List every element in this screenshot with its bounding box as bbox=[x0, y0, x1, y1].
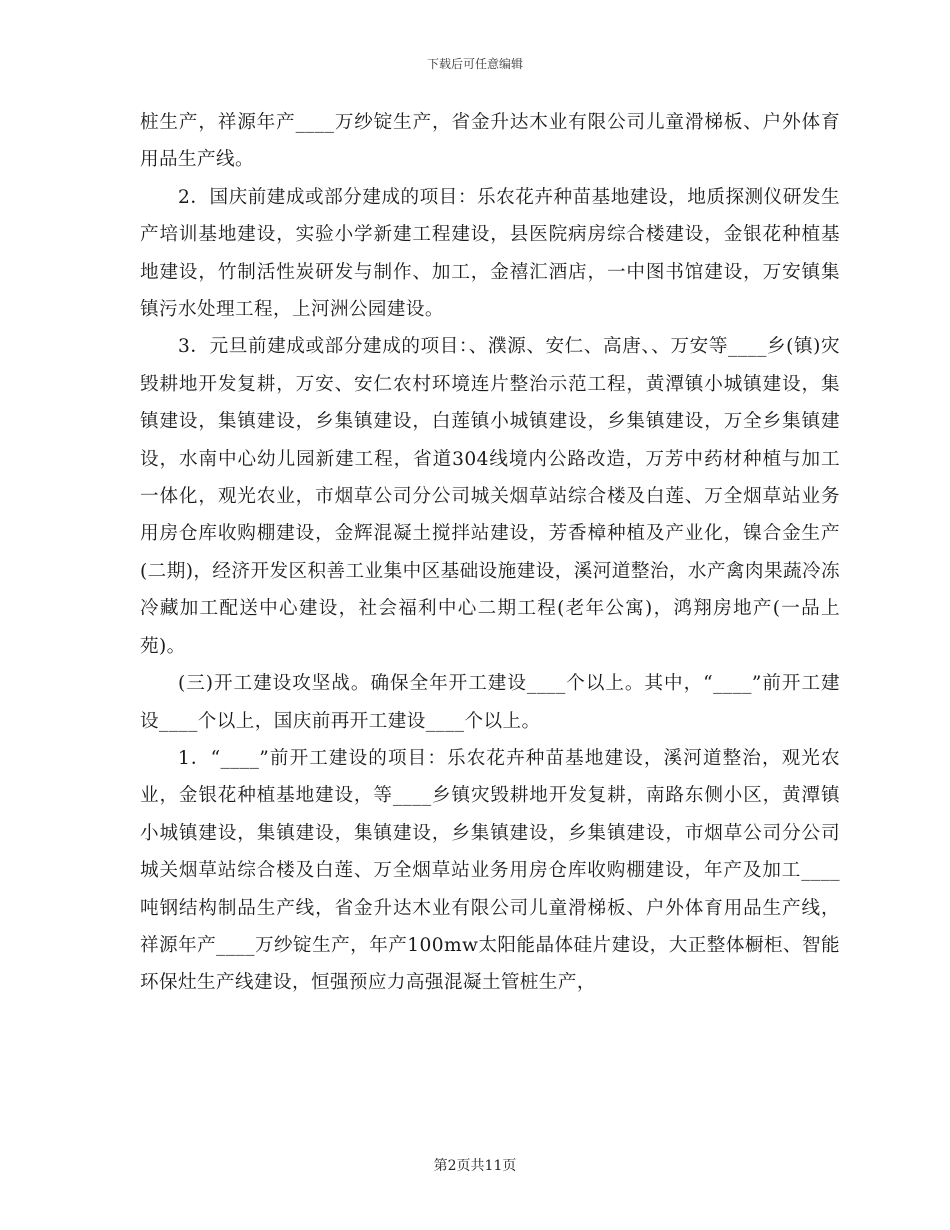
paragraph-5: 1．“____”前开工建设的项目：乐农花卉种苗基地建设，溪河道整治，观光农业，金银花种植基地建设，等____乡镇灾毁耕地开发复耕，南路东侧小区，黄潭镇小城镇建设，集镇建设，集镇建设，乡集镇建设，乡集镇建设，市烟草公司分公司城关烟草站综合楼及白莲、万全烟草站业务用房仓库收购棚建设，年产及加工____吨钢结构制品生产线，省金升达木业有限公司儿童滑梯板、户外体育用品生产线，祥源年产____万纱锭生产，年产100mw太阳能晶体硅片建设，大正整体橱柜、智能环保灶生产线建设，恒强预应力高强混凝土管桩生产， bbox=[140, 747, 840, 994]
document-body bbox=[140, 104, 840, 1002]
paragraph-3: 3．元旦前建成或部分建成的项目：、濮源、安仁、高唐、、万安等____乡(镇)灾毁耕地开发复耕，万安、安仁农村环境连片整治示范工程，黄潭镇小城镇建设，集镇建设，集镇建设，乡集镇建设，白莲镇小城镇建设，乡集镇建设，万全乡集镇建设，水南中心幼儿园新建工程，省道304线境内公路改造，万芳中药材种植与加工一体化，观光农业，市烟草公司分公司城关烟草站综合楼及白莲、万全烟草站业务用房仓库收购棚建设，金辉混凝土搅拌站建设，芳香樟种植及产业化，镍合金生产(二期)，经济开发区积善工业集中区基础设施建设，溪河道整治，水产禽肉果蔬冷冻冷藏加工配送中心建设，社会福利中心二期工程(老年公寓)，鸿翔房地产(一品上苑)。 bbox=[140, 336, 840, 657]
paragraph-1: 桩生产，祥源年产____万纱锭生产，省金升达木业有限公司儿童滑梯板、户外体育用品生产线。 bbox=[140, 112, 840, 171]
paragraph-2: 2．国庆前建成或部分建成的项目：乐农花卉种苗基地建设，地质探测仪研发生产培训基地建设，实验小学新建工程建设，县医院病房综合楼建设，金银花种植基地建设，竹制活性炭研发与制作、加工，金禧汇酒店，一中图书馆建设，万安镇集镇污水处理工程，上河洲公园建设。 bbox=[140, 186, 840, 321]
page-footer: 第2页共11页 bbox=[433, 1158, 517, 1174]
paragraph-4: (三)开工建设攻坚战。确保全年开工建设____个以上。其中，“____”前开工建设____个以上，国庆前再开工建设____个以上。 bbox=[140, 673, 840, 732]
page-header: 下载后可任意编辑 bbox=[426, 57, 523, 71]
